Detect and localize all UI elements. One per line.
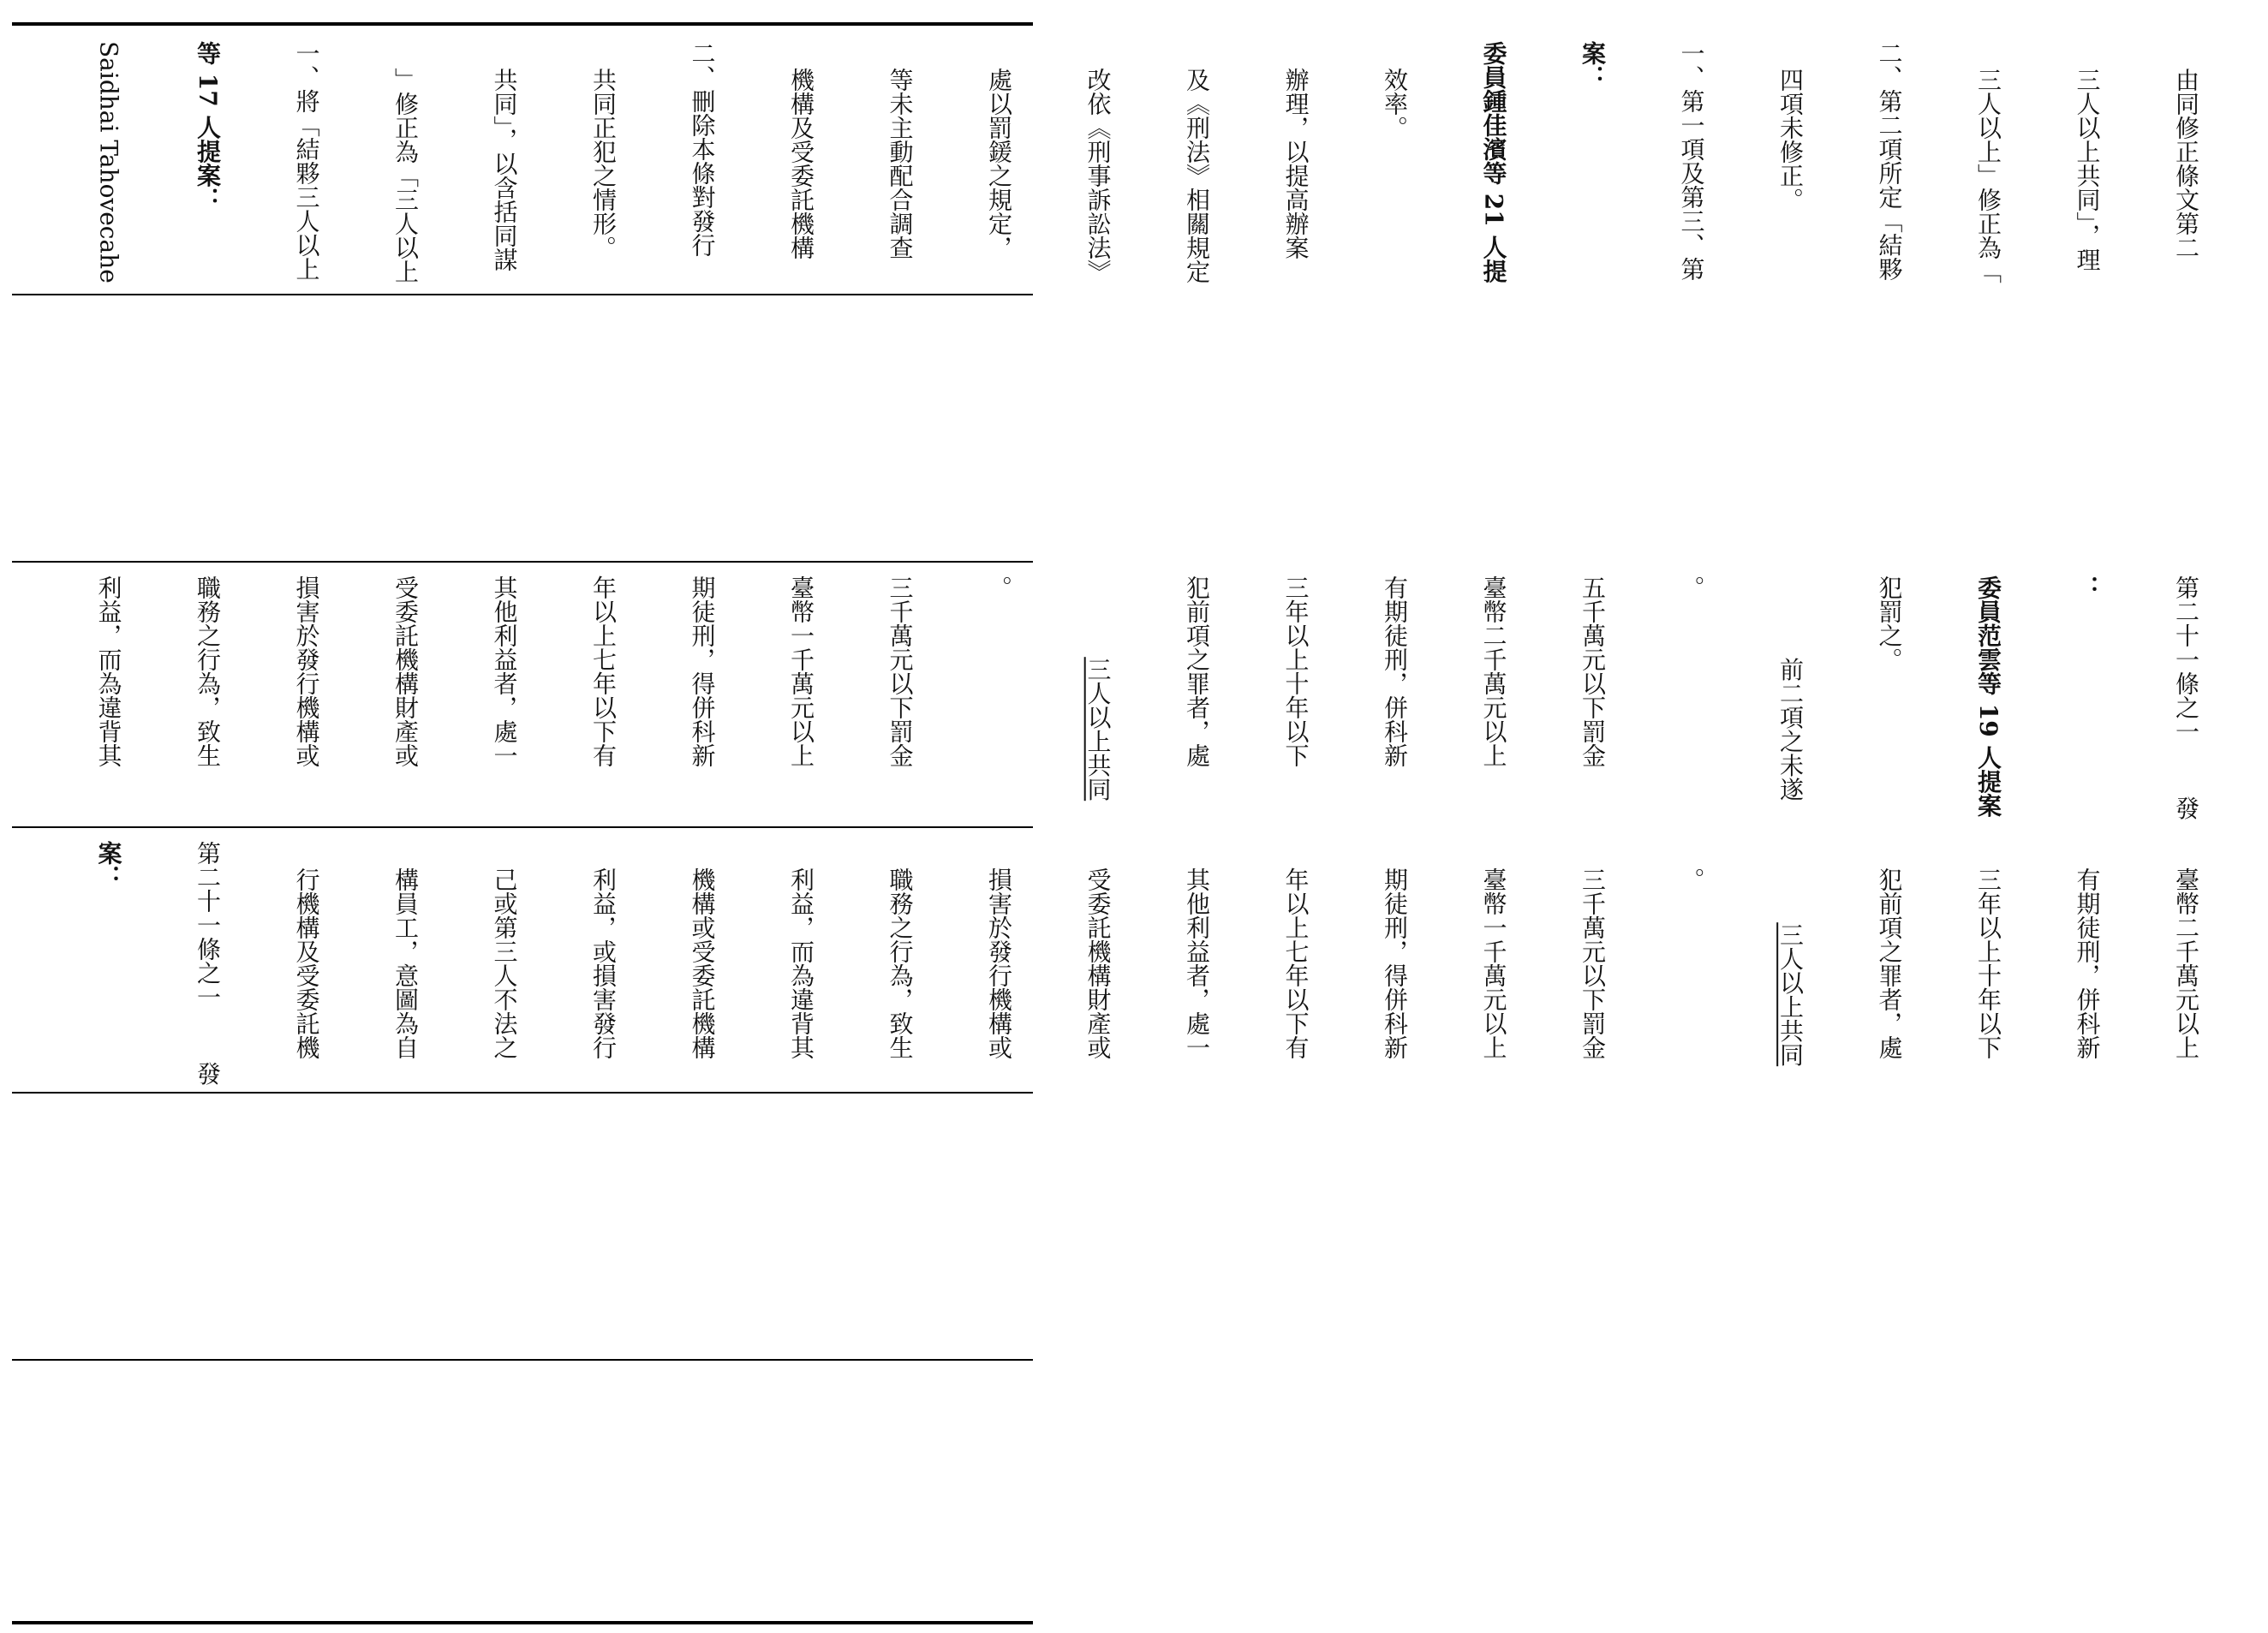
explanation-text bbox=[26, 41, 2268, 283]
text-line: 辦理，以提高辦案 bbox=[1281, 67, 1310, 259]
text-line: 有期徒刑，併科新 bbox=[2073, 867, 2102, 1059]
empty-cell bbox=[26, 1098, 1028, 1355]
text-line: 效率。 bbox=[1381, 67, 1409, 140]
text-line: 。 bbox=[1677, 575, 1706, 599]
text-line: 第二十一條之一發 bbox=[2172, 575, 2200, 820]
text-line: 前二項之未遂 bbox=[1776, 657, 1805, 802]
text-line: 委員范雲等 19 人提案 bbox=[1974, 575, 2002, 818]
text-line: 有期徒刑，併科新 bbox=[1381, 575, 1409, 767]
text-line: 損害於發行機構或 bbox=[985, 867, 1013, 1059]
text-line: 三人以上共同 bbox=[1776, 922, 1805, 1067]
text-line: 受委託機構財產或 bbox=[1083, 867, 1113, 1059]
text-line: 處以罰鍰之規定， bbox=[985, 67, 1013, 259]
text-line: 三千萬元以下罰金 bbox=[886, 575, 915, 767]
text-line: 共同」，以含括同謀 bbox=[490, 67, 519, 271]
text-line: 期徒刑，得併科新 bbox=[688, 575, 717, 767]
text-line: 一、第一項及第三、第 bbox=[1677, 41, 1706, 281]
text-line: 五千萬元以下罰金 bbox=[1579, 575, 1607, 767]
text-line: 機構或受委託機構 bbox=[688, 867, 717, 1059]
text-line: 三年以上十年以下 bbox=[1281, 575, 1310, 767]
proposal-text-cell-2 bbox=[26, 841, 2200, 1088]
row-divider bbox=[12, 561, 1033, 563]
text-line: 年以上七年以下有 bbox=[1281, 867, 1310, 1059]
text-line: 案： bbox=[94, 841, 123, 889]
text-line: 利益，或損害發行 bbox=[589, 867, 618, 1059]
text-line: Saidhai Tahovecahe bbox=[94, 41, 123, 283]
text-line: 犯前項之罪者，處 bbox=[1875, 867, 1904, 1059]
text-line: 共同正犯之情形。 bbox=[589, 67, 618, 259]
text-line: 臺幣二千萬元以上 bbox=[1479, 575, 1508, 767]
text-line: 利益，而為違背其 bbox=[94, 575, 123, 767]
text-line: 其他利益者，處一 bbox=[490, 575, 519, 767]
text-line: 案： bbox=[1579, 41, 1607, 89]
text-line: 委員鍾佳濱等 21 人提 bbox=[1479, 41, 1508, 283]
text-line: 二、刪除本條對發行 bbox=[688, 41, 717, 257]
text-line: 。 bbox=[985, 575, 1013, 599]
text-line: 臺幣二千萬元以上 bbox=[2172, 867, 2200, 1059]
text-line: 第二十一條之一發 bbox=[194, 841, 222, 1086]
text-line: 臺幣一千萬元以上 bbox=[1479, 867, 1508, 1059]
text-line: 損害於發行機構或 bbox=[292, 575, 321, 767]
text-line: 三人以上」修正為「 bbox=[1974, 67, 2002, 283]
text-line: 由同修正條文第二 bbox=[2172, 67, 2200, 259]
text-line: 。 bbox=[1677, 867, 1706, 891]
proposal-text-cell bbox=[26, 575, 2200, 822]
text-line: 利益，而為違背其 bbox=[787, 867, 815, 1059]
row-divider bbox=[12, 1092, 1033, 1094]
text-line: 期徒刑，得併科新 bbox=[1381, 867, 1409, 1059]
text-line: 等 17 人提案： bbox=[194, 41, 222, 212]
text-line: 職務之行為，致生 bbox=[886, 867, 915, 1059]
text-line: 年以上七年以下有 bbox=[589, 575, 618, 767]
row-divider bbox=[12, 826, 1033, 828]
text-line: 及《刑法》相關規定 bbox=[1183, 67, 1211, 283]
text-line: 三人以上共同」，理 bbox=[2073, 67, 2102, 271]
text-line: 行機構及受委託機 bbox=[292, 867, 321, 1059]
text-line: 臺幣一千萬元以上 bbox=[787, 575, 815, 767]
text-line: 己或第三人不法之 bbox=[490, 867, 519, 1059]
explanation-cell bbox=[26, 41, 2200, 289]
proposal-text bbox=[26, 575, 2268, 820]
text-line: 三人以上共同 bbox=[1083, 657, 1113, 802]
text-line: 三千萬元以下罰金 bbox=[1579, 867, 1607, 1059]
text-line: 三年以上十年以下 bbox=[1974, 867, 2002, 1059]
text-line: 」修正為「三人以上 bbox=[391, 67, 420, 283]
empty-cell bbox=[26, 300, 1028, 557]
text-line: 等未主動配合調查 bbox=[886, 67, 915, 259]
text-line: 改依《刑事訴訟法》 bbox=[1083, 67, 1113, 283]
text-line: 受委託機構財產或 bbox=[391, 575, 420, 767]
top-rule bbox=[12, 22, 1033, 26]
proposal-text-2 bbox=[26, 841, 2268, 1086]
text-line: 職務之行為，致生 bbox=[194, 575, 222, 767]
bottom-rule bbox=[12, 1621, 1033, 1624]
empty-cell bbox=[26, 1365, 1028, 1617]
text-line: 四項未修正。 bbox=[1776, 67, 1805, 212]
row-divider bbox=[12, 1359, 1033, 1361]
text-line: 犯前項之罪者，處 bbox=[1183, 575, 1211, 767]
text-line: ： bbox=[2073, 575, 2102, 599]
text-line: 二、第二項所定「結夥 bbox=[1875, 41, 1904, 281]
text-line: 犯罰之。 bbox=[1875, 575, 1904, 671]
row-divider bbox=[12, 294, 1033, 295]
text-line: 一、將「結夥三人以上 bbox=[292, 41, 321, 281]
text-line: 構員工，意圖為自 bbox=[391, 867, 420, 1059]
text-line: 其他利益者，處一 bbox=[1183, 867, 1211, 1059]
text-line: 機構及受委託機構 bbox=[787, 67, 815, 259]
